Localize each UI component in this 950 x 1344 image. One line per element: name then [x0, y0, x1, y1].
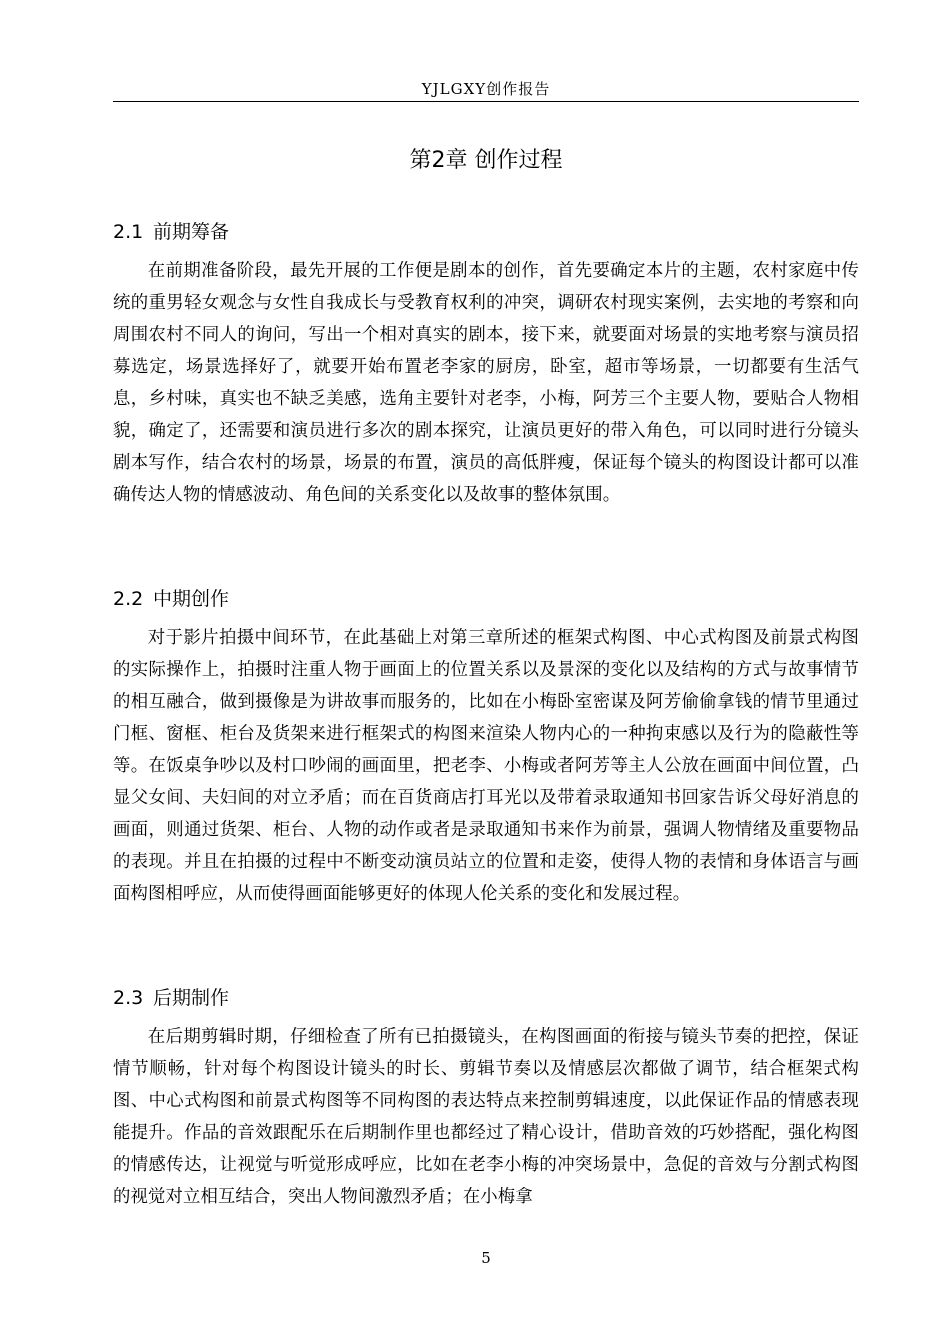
section-number: 2.1 [113, 221, 144, 243]
section-2-1 [113, 217, 859, 511]
section-title: 后期制作 [153, 987, 230, 1009]
section-title: 中期创作 [153, 588, 230, 610]
page-number: 5 [481, 1249, 491, 1267]
header-rule [113, 101, 859, 102]
running-header: YJLGXY创作报告 [421, 80, 551, 98]
section-number: 2.2 [113, 588, 144, 610]
section-title: 前期筹备 [153, 221, 230, 243]
section-heading [113, 584, 859, 614]
section-paragraph: 对于影片拍摄中间环节，在此基础上对第三章所述的框架式构图、中心式构图及前景式构图的实际操作上，拍摄时注重人物于画面上的位置关系以及景深的变化以及结构的方式与故事情节的相互融合，做到摄像是为讲故事而服务的，比如在小梅卧室密谋及阿芳偷偷拿钱的情节里通过门框、窗框、柜台及货架来进行框架式的构图来渲染人物内心的一种拘束感以及行为的隐蔽性等等。在饭桌争吵以及村口吵闹的画面里，把老李、小梅或者阿芳等主人公放在画面中间位置，凸显父女间、夫妇间的对立矛盾；而在百货商店打耳光以及带着录取通知书回家告诉父母好消息的画面，则通过货架、柜台、人物的动作或者是录取通知书来作为前景，强调人物情绪及重要物品的表现。并且在拍摄的过程中不断变动演员站立的位置和走姿，使得人物的表情和身体语言与画面构图相呼应，从而使得画面能够更好的体现人伦关系的变化和发展过程。 [113, 628, 859, 904]
section-paragraph: 在后期剪辑时期，仔细检查了所有已拍摄镜头，在构图画面的衔接与镜头节奏的把控，保证情节顺畅，针对每个构图设计镜头的时长、剪辑节奏以及情感层次都做了调节，结合框架式构图、中心式构图和前景式构图等不同构图的表达特点来控制剪辑速度，以此保证作品的情感表现能提升。作品的音效跟配乐在后期制作里也都经过了精心设计，借助音效的巧妙搭配，强化构图的情感传达，让视觉与听觉形成呼应，比如在老李小梅的冲突场景中，急促的音效与分割式构图的视觉对立相互结合，突出人物间激烈矛盾；在小梅拿 [113, 1027, 859, 1207]
section-paragraph: 在前期准备阶段，最先开展的工作便是剧本的创作，首先要确定本片的主题，农村家庭中传统的重男轻女观念与女性自我成长与受教育权利的冲突，调研农村现实案例，去实地的考察和向周围农村不同人的询问，写出一个相对真实的剧本，接下来，就要面对场景的实地考察与演员招募选定，场景选择好了，就要开始布置老李家的厨房，卧室，超市等场景，一切都要有生活气息，乡村味，真实也不缺乏美感，选角主要针对老李，小梅，阿芳三个主要人物，要贴合人物相貌，确定了，还需要和演员进行多次的剧本探究，让演员更好的带入角色，可以同时进行分镜头剧本写作，结合农村的场景，场景的布置，演员的高低胖瘦，保证每个镜头的构图设计都可以准确传达人物的情感波动、角色间的关系变化以及故事的整体氛围。 [113, 261, 859, 505]
chapter-title: 第2章 创作过程 [409, 148, 563, 173]
section-2-2 [113, 584, 859, 910]
section-heading [113, 983, 859, 1013]
section-2-3 [113, 983, 859, 1213]
section-number: 2.3 [113, 987, 144, 1009]
section-heading [113, 217, 859, 247]
